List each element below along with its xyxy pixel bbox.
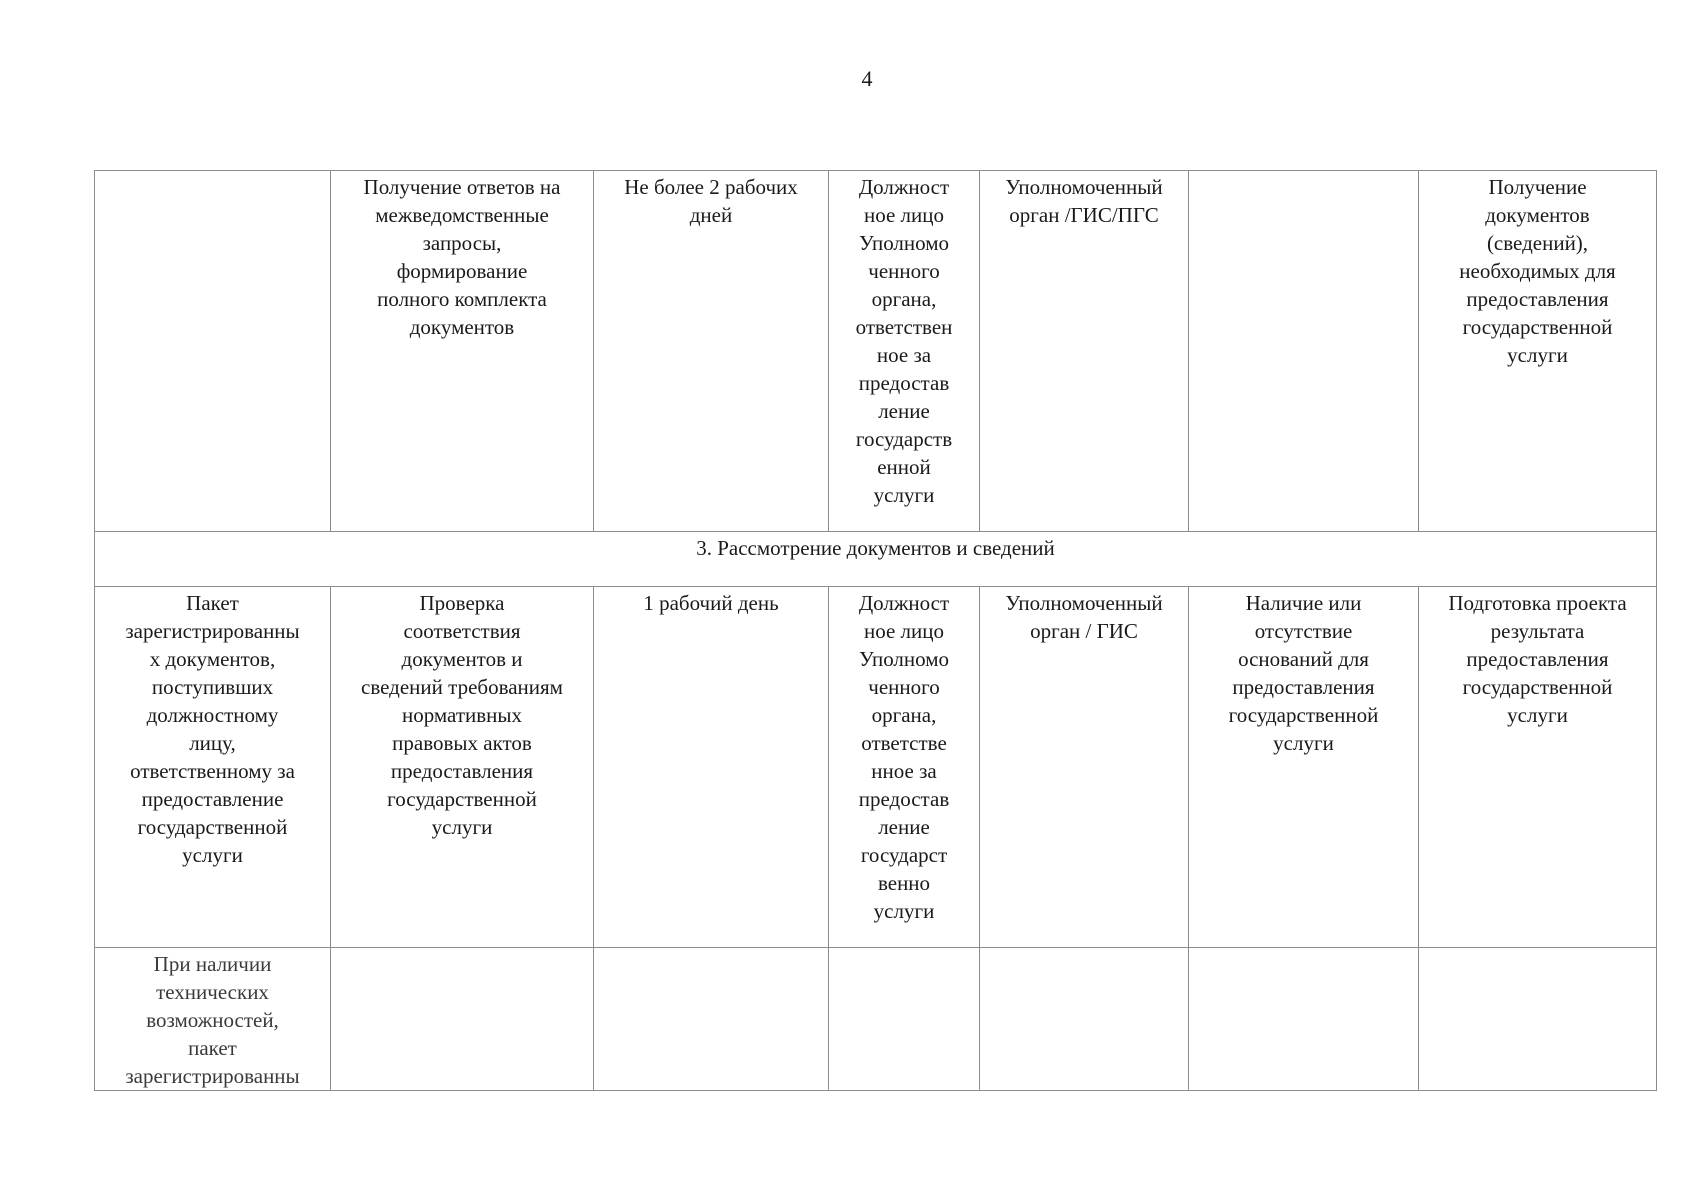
table-cell-place: Уполномоченный орган / ГИС <box>980 587 1189 948</box>
table-cell-place: Уполномоченный орган /ГИС/ПГС <box>980 171 1189 532</box>
table-cell-responsible <box>829 948 980 1091</box>
table-cell-result: Получение документов (сведений), необходимых для предоставления государственной услуги <box>1419 171 1657 532</box>
table-row <box>95 948 1657 1091</box>
table-cell-duration <box>594 948 829 1091</box>
table-cell-action: Получение ответов на межведомственные запросы, формирование полного комплекта документов <box>331 171 594 532</box>
table-cell-place <box>980 948 1189 1091</box>
table-row <box>95 171 1657 532</box>
table-cell-result <box>1419 948 1657 1091</box>
procedure-table <box>94 170 1657 1091</box>
table-cell-duration: 1 рабочий день <box>594 587 829 948</box>
page-number: 4 <box>861 66 873 91</box>
table-row <box>95 587 1657 948</box>
section-row <box>95 532 1657 587</box>
table-cell-input: При наличии технических возможностей, пакет зарегистрированны <box>95 948 331 1091</box>
table-cell-criteria <box>1189 948 1419 1091</box>
table-cell-criteria <box>1189 171 1419 532</box>
table-cell-duration: Не более 2 рабочих дней <box>594 171 829 532</box>
table-cell-responsible: Должност ное лицо Уполномо ченного органа, ответствен ное за предостав ление государств енной услуги <box>829 171 980 532</box>
table-cell-input: Пакет зарегистрированны х документов, поступивших должностному лицу, ответственному за предоставление государственной услуги <box>95 587 331 948</box>
table-cell-criteria: Наличие или отсутствие оснований для предоставления государственной услуги <box>1189 587 1419 948</box>
table-cell-action <box>331 948 594 1091</box>
table-cell-result: Подготовка проекта результата предоставления государственной услуги <box>1419 587 1657 948</box>
section-title: 3. Рассмотрение документов и сведений <box>95 532 1657 587</box>
table-cell-input <box>95 171 331 532</box>
table-cell-responsible: Должност ное лицо Уполномо ченного органа, ответстве нное за предостав ление государст венно услуги <box>829 587 980 948</box>
table-cell-action: Проверка соответствия документов и сведений требованиям нормативных правовых актов предоставления государственной услуги <box>331 587 594 948</box>
